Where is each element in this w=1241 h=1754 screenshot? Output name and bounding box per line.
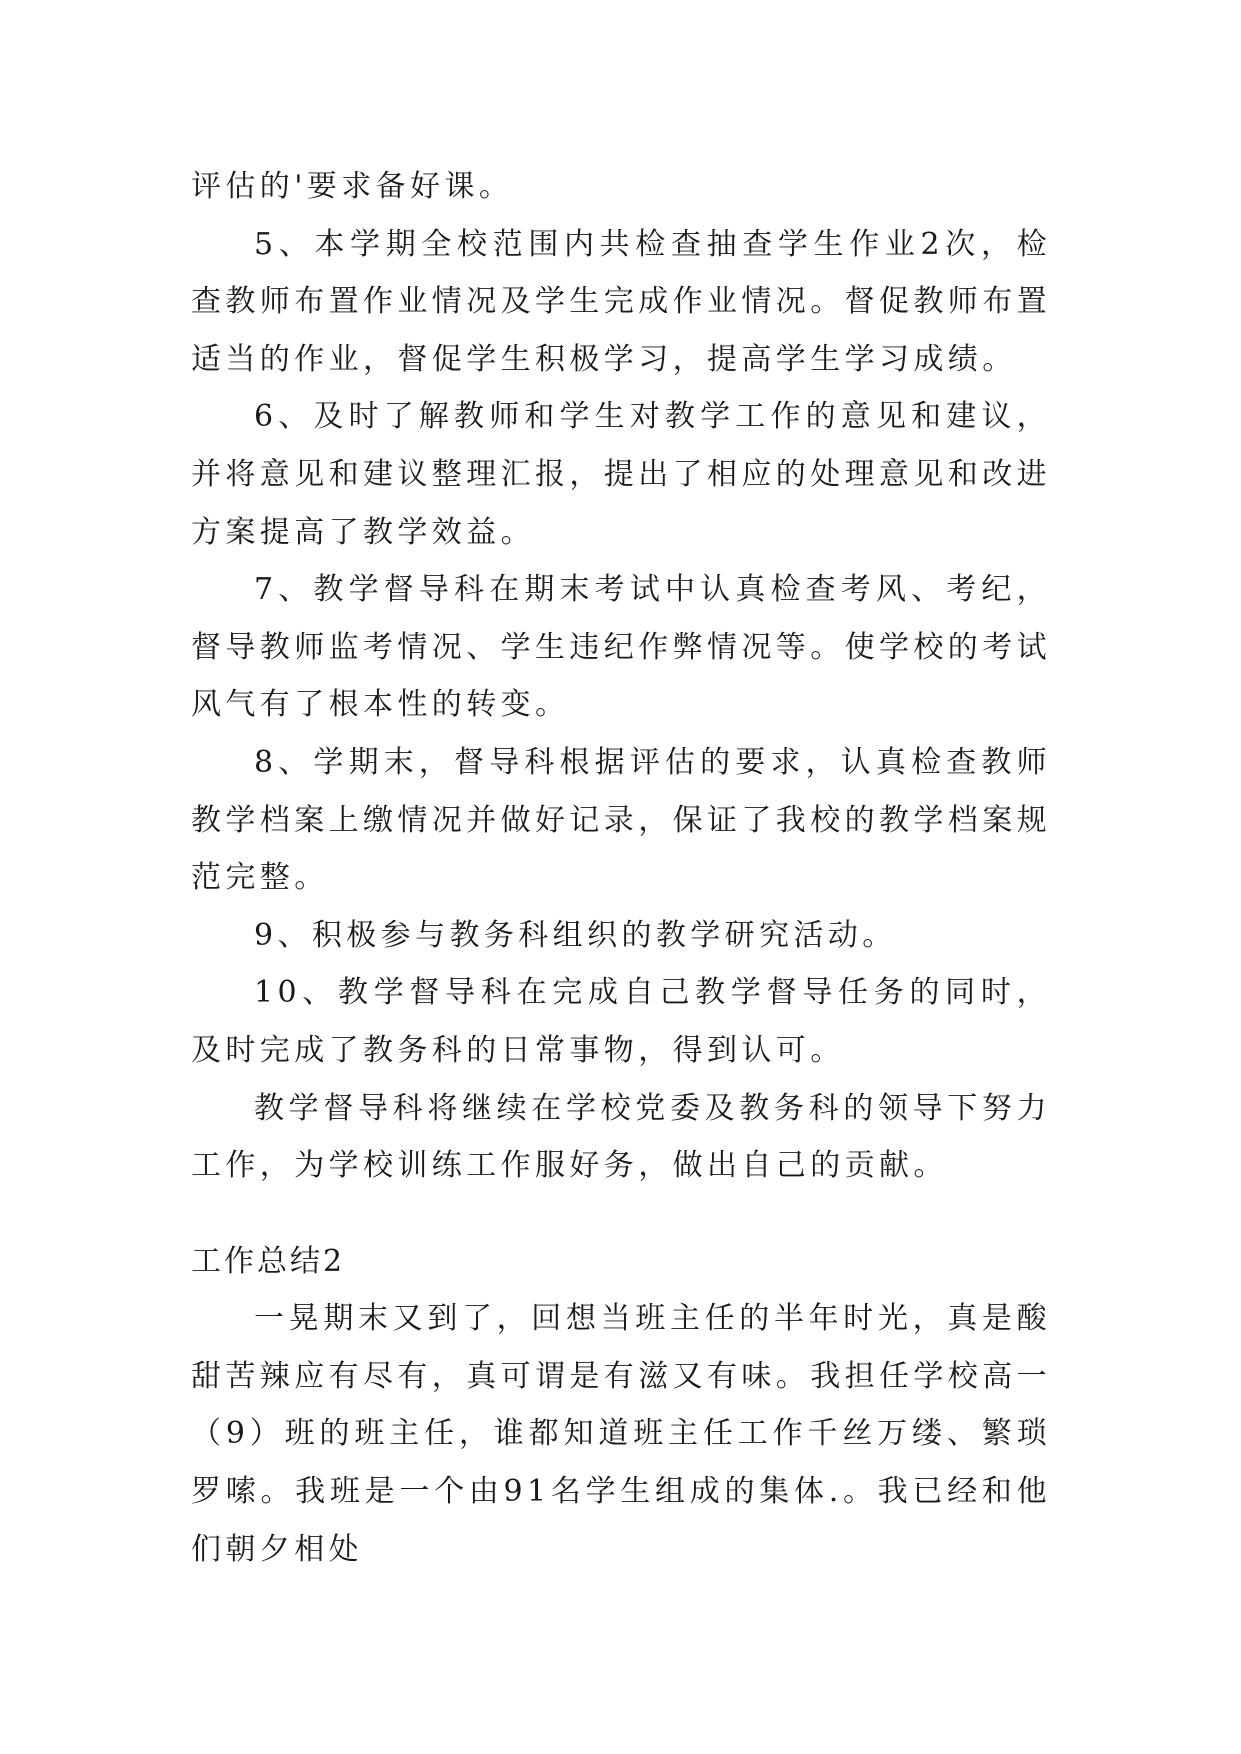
paragraph-item-5: 5、本学期全校范围内共检查抽查学生作业2次，检查教师布置作业情况及学生完成作业情况。督促教师布置适当的作业，督促学生积极学习，提高学生学习成绩。 (191, 226, 1051, 377)
paragraph-item-6: 6、及时了解教师和学生对教学工作的意见和建议，并将意见和建议整理汇报，提出了相应的处理意见和改进方案提高了教学效益。 (191, 399, 1051, 550)
document-body (191, 158, 1051, 1578)
paragraph-item-8: 8、学期末，督导科根据评估的要求，认真检查教师教学档案上缴情况并做好记录，保证了我校的教学档案规范完整。 (191, 744, 1051, 896)
paragraph-item-10: 10、教学督导科在完成自己教学督导任务的同时，及时完成了教务科的日常事物，得到认可。 (191, 975, 1051, 1068)
paragraph-continuation: 评估的'要求备好课。 (191, 169, 514, 204)
paragraph-item-9: 9、积极参与教务科组织的教学研究活动。 (254, 917, 897, 953)
section-heading: 工作总结2 (191, 1243, 346, 1279)
paragraph-closing: 教学督导科将继续在学校党委及教务科的领导下努力工作，为学校训练工作服好务，做出自己的贡献。 (191, 1090, 1051, 1184)
section-paragraph: 一晃期末又到了，回想当班主任的半年时光，真是酸甜苦辣应有尽有，真可谓是有滋又有味。我担任学校高一（9）班的班主任，谁都知道班主任工作千丝万缕、繁琐罗嗦。我班是一个由91名学生组成的集体.。我已经和他们朝夕相处 (191, 1301, 1051, 1567)
paragraph-item-7: 7、教学督导科在期末考试中认真检查考风、考纪，督导教师监考情况、学生违纪作弊情况等。使学校的考试风气有了根本性的转变。 (191, 572, 1051, 723)
